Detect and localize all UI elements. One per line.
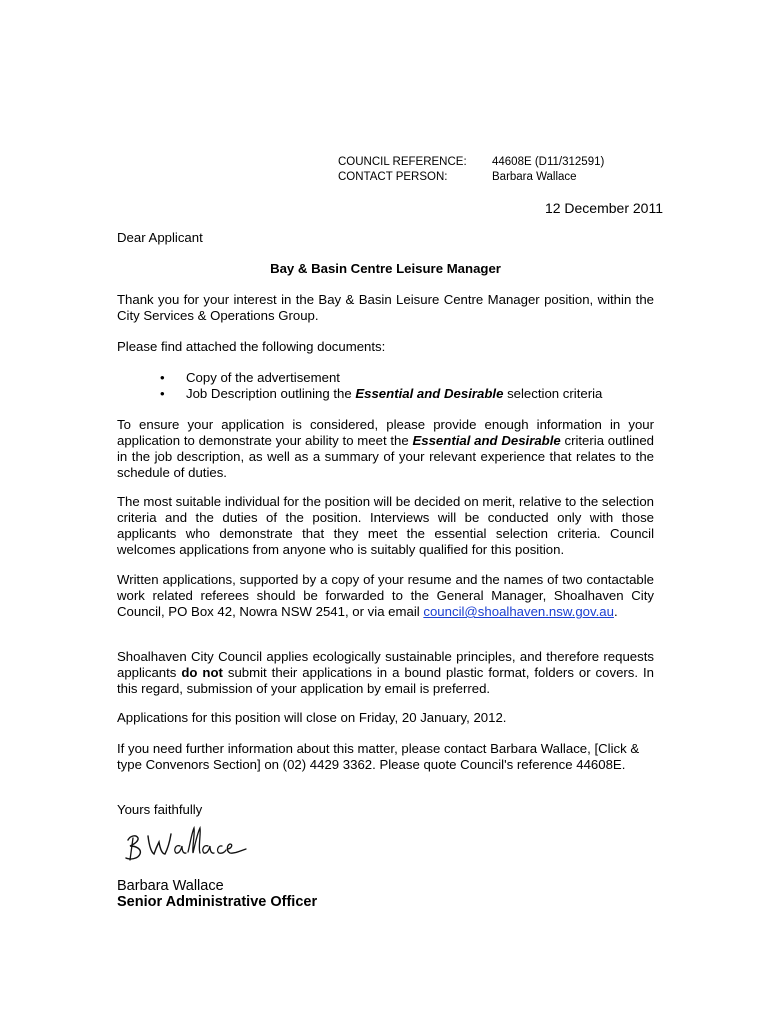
contact-person-row	[338, 170, 604, 185]
paragraph-ensure-suffix: criteria outlined in the job description, as well as a summary of your relevant experience that relates to the schedule of duties.	[117, 433, 655, 480]
document-item-emphasis: Essential and Desirable	[355, 386, 504, 401]
council-reference-value: 44608E (D11/312591)	[492, 156, 605, 168]
contact-person-value: Barbara Wallace	[492, 171, 577, 183]
paragraph-closing-date: Applications for this position will close on Friday, 20 January, 2012.	[117, 710, 507, 725]
signatory-title: Senior Administrative Officer	[117, 894, 318, 910]
document-item-prefix: Job Description outlining the	[186, 386, 356, 401]
letter-date: 12 December 2011	[544, 200, 663, 216]
document-item-suffix: selection criteria	[503, 386, 603, 401]
paragraph-written-text: Written applications, supported by a copy of your resume and the names of two contactable work related referees should be forwarded to the General Manager, Shoalhaven City Council, PO Box 42, Nowra NSW 2541, or via email	[117, 572, 654, 619]
reference-block	[338, 155, 604, 185]
paragraph-ensure-emphasis: Essential and Desirable	[412, 433, 561, 448]
document-item-advertisement: Copy of the advertisement	[186, 370, 340, 385]
council-reference-label: COUNCIL REFERENCE:	[338, 156, 467, 168]
paragraph-ensure	[117, 417, 654, 481]
bullet-icon: •	[160, 370, 165, 385]
signature-image	[122, 818, 252, 866]
bullet-icon: •	[160, 386, 165, 401]
closing-phrase: Yours faithfully	[117, 802, 203, 817]
letter-subject: Bay & Basin Centre Leisure Manager	[270, 261, 501, 276]
paragraph-contact: If you need further information about this matter, please contact Barbara Wallace, [Click & type Convenors Section] on (02) 4429 3362. Please quote Council's reference 44608E.	[117, 741, 640, 772]
contact-person-label: CONTACT PERSON:	[338, 171, 448, 183]
paragraph-sustainable-prefix: Shoalhaven City Council applies ecologically sustainable principles, and therefore requests applicants	[117, 649, 654, 680]
council-email-link[interactable]: council@shoalhaven.nsw.gov.au	[423, 604, 614, 619]
paragraph-sustainable-suffix: submit their applications in a bound plastic format, folders or covers. In this regard, submission of your application by email is preferred.	[117, 665, 655, 696]
paragraph-written-applications	[117, 572, 654, 620]
list-item	[160, 370, 680, 386]
paragraph-interest: Thank you for your interest in the Bay & Basin Leisure Centre Manager position, within the City Services & Operations Group.	[117, 292, 654, 323]
salutation: Dear Applicant	[117, 230, 203, 245]
paragraph-merit: The most suitable individual for the position will be decided on merit, relative to the selection criteria and the duties of the position. Interviews will be conducted only with those applicants who demonstrate that they meet the essential selection criteria. Council welcomes applications from anyone who is suitably qualified for this position.	[117, 494, 654, 557]
council-reference-row	[338, 155, 604, 170]
documents-list	[160, 370, 680, 402]
paragraph-written-end: .	[613, 604, 618, 619]
paragraph-ensure-prefix: To ensure your application is considered, please provide enough information in your application to demonstrate your ability to meet the	[117, 417, 654, 448]
signatory-name: Barbara Wallace	[117, 878, 224, 894]
list-item	[160, 386, 680, 402]
paragraph-sustainable	[117, 649, 654, 697]
paragraph-sustainable-emphasis: do not	[181, 665, 223, 680]
paragraph-attachments: Please find attached the following documents:	[117, 339, 386, 354]
